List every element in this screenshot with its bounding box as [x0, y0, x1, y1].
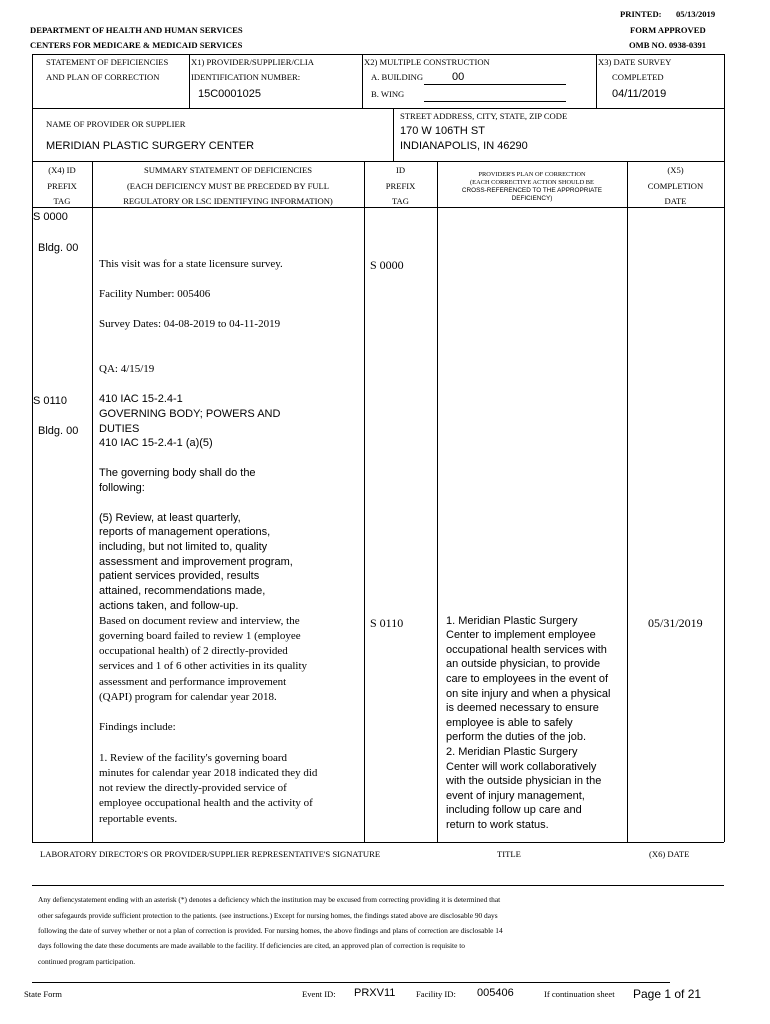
statement-label-1: STATEMENT OF DEFICIENCIES [46, 57, 169, 67]
centers-name: CENTERS FOR MEDICARE & MEDICAID SERVICES [30, 40, 243, 50]
x4-header-3: TAG [53, 196, 71, 206]
id-header-3: TAG [392, 196, 409, 206]
signature-divider [32, 885, 724, 886]
omb-number: OMB NO. 0938-0391 [629, 40, 707, 50]
divider-plan [627, 161, 628, 842]
x1-label-1: X1) PROVIDER/SUPPLIER/CLIA [191, 57, 314, 67]
address-city: INDIANAPOLIS, IN 46290 [400, 140, 528, 152]
title-label: TITLE [497, 849, 521, 859]
plan-header-4: DEFICIENCY) [511, 195, 553, 202]
plan-line-5: care to employees in the event of [446, 673, 609, 685]
review-line-5: patient services provided, results [99, 570, 260, 582]
x2-label: X2) MULTIPLE CONSTRUCTION [364, 57, 490, 67]
prefix-tag-s0110: S 0110 [33, 395, 68, 407]
table-right-border [724, 54, 725, 842]
plan-line-15: return to work status. [446, 819, 549, 831]
continuation-label: If continuation sheet [544, 989, 615, 999]
plan-line-3: occupational health services with [446, 644, 607, 656]
document-review-line-4: services and 1 of 6 other activities in its quality [99, 660, 308, 672]
regulation-line-4: 410 IAC 15-2.4-1 (a)(5) [99, 437, 213, 449]
printed-label: PRINTED: [620, 9, 662, 19]
plan-line-8: employee is able to safely [446, 717, 573, 729]
wing-label: B. WING [371, 89, 405, 99]
governing-body-line-1: The governing body shall do the [99, 467, 256, 479]
address-street: 170 W 106TH ST [400, 125, 485, 137]
summary-header-2: (EACH DEFICIENCY MUST BE PRECEDED BY FULL [126, 181, 330, 191]
divider-x4 [92, 161, 93, 842]
plan-header-1: PROVIDER'S PLAN OF CORRECTION [478, 171, 586, 178]
completion-date: 05/31/2019 [648, 616, 703, 630]
survey-dates: Survey Dates: 04-08-2019 to 04-11-2019 [99, 318, 281, 330]
prefix-tag-s0000: S 0000 [33, 211, 68, 223]
regulation-line-3: DUTIES [99, 423, 140, 435]
document-review-line-6: (QAPI) program for calendar year 2018. [99, 691, 277, 703]
provider-name: MERIDIAN PLASTIC SURGERY CENTER [46, 140, 255, 152]
building-tag-2: Bldg. 00 [38, 425, 79, 437]
review-line-1: (5) Review, at least quarterly, [99, 512, 241, 524]
x4-header-1: (X4) ID [48, 165, 76, 175]
form-approved: FORM APPROVED [630, 25, 706, 35]
survey-line: This visit was for a state licensure survey. [99, 258, 283, 270]
regulation-line-1: 410 IAC 15-2.4-1 [99, 393, 183, 405]
row2-bottom-border [32, 161, 724, 162]
x6-date-label: (X6) DATE [649, 849, 690, 859]
event-id-label: Event ID: [302, 989, 336, 999]
plan-line-2: Center to implement employee [446, 629, 596, 641]
document-review-line-1: Based on document review and interview, the [99, 615, 300, 627]
review-line-6: attained, recommendations made, [99, 585, 266, 597]
row1-bottom-border [32, 108, 724, 109]
signature-label: LABORATORY DIRECTOR'S OR PROVIDER/SUPPLIER REPRESENTATIVE'S SIGNATURE [40, 849, 381, 859]
governing-body-line-2: following: [99, 482, 145, 494]
disclaimer-line-4: days following the date these documents are made available to the facility. If deficiencies are cited, an approved plan of correction is requisite to [38, 941, 465, 950]
plan-header-2: (EACH CORRECTIVE ACTION SHOULD BE [470, 179, 594, 186]
facility-id-label: Facility ID: [416, 989, 456, 999]
table-top-border [32, 54, 724, 55]
footer-divider [32, 982, 670, 983]
disclaimer-line-3: following the date of survey whether or not a plan of correction is provided. For nursing homes, the above findings and plans of correction are disclosable 14 [38, 926, 503, 935]
findings-include: Findings include: [99, 721, 176, 733]
printed-date: 05/13/2019 [676, 9, 716, 19]
id-tag-s0000: S 0000 [370, 258, 404, 272]
finding-1-line-1: 1. Review of the facility's governing board [99, 752, 288, 764]
x1-label-2: IDENTIFICATION NUMBER: [191, 72, 301, 82]
provider-name-label: NAME OF PROVIDER OR SUPPLIER [46, 119, 186, 129]
divider-address [393, 108, 394, 161]
building-tag-1: Bldg. 00 [38, 242, 79, 254]
page-number: Page 1 of 21 [633, 987, 702, 1001]
plan-line-7: is deemed necessary to ensure [446, 702, 599, 714]
facility-id: 005406 [477, 987, 514, 999]
provider-id-number: 15C0001025 [198, 88, 262, 100]
plan-line-6: on site injury and when a physical [446, 688, 611, 700]
x5-header-2: COMPLETION [647, 181, 704, 191]
document-review-line-3: occupational health) of 2 directly-provided [99, 645, 288, 657]
plan-line-9: perform the duties of the job. [446, 731, 587, 743]
divider-x3 [596, 54, 597, 108]
statement-label-2: AND PLAN OF CORRECTION [46, 72, 160, 82]
finding-1-line-3: not review the directly-provided service of [99, 782, 287, 794]
document-review-line-5: assessment and performance improvement [99, 676, 287, 688]
plan-line-10: 2. Meridian Plastic Surgery [446, 746, 578, 758]
x5-header-3: DATE [664, 196, 687, 206]
x3-label-2: COMPLETED [612, 72, 664, 82]
document-review-line-2: governing board failed to review 1 (employee [99, 630, 301, 642]
summary-header-1: SUMMARY STATEMENT OF DEFICIENCIES [143, 165, 313, 175]
divider-id [437, 161, 438, 842]
building-value: 00 [452, 71, 465, 83]
finding-1-line-4: employee occupational health and the activity of [99, 797, 313, 809]
id-header-1: ID [395, 165, 406, 175]
id-header-2: PREFIX [385, 181, 416, 191]
plan-header-3: CROSS-REFERENCED TO THE APPROPRIATE [461, 187, 603, 194]
survey-completed-date: 04/11/2019 [612, 88, 667, 100]
plan-line-12: with the outside physician in the [446, 775, 602, 787]
building-label: A. BUILDING [371, 72, 424, 82]
review-line-7: actions taken, and follow-up. [99, 600, 239, 612]
review-line-2: reports of management operations, [99, 526, 271, 538]
id-tag-s0110: S 0110 [370, 616, 404, 630]
disclaimer-line-2: other safegaurds provide sufficient protection to the patients. (see instructions.) Except for nursing homes, the findings stated above are disclosable 90 days [38, 911, 498, 920]
x3-label-1: X3) DATE SURVEY [598, 57, 672, 67]
building-underline [424, 84, 566, 85]
table-bottom-border [32, 842, 724, 843]
x5-header-1: (X5) [667, 165, 684, 175]
facility-number: Facility Number: 005406 [99, 288, 211, 300]
plan-line-11: Center will work collaboratively [446, 761, 597, 773]
disclaimer-line-1: Any defiencystatement ending with an asterisk (*) denotes a deficiency which the institution may be excused from correcting providing it is determined that [38, 895, 501, 904]
divider-summary [364, 161, 365, 842]
divider-x2 [362, 54, 363, 108]
disclaimer-line-5: continued program participation. [38, 957, 136, 966]
column-header-bottom-border [32, 207, 724, 208]
plan-line-1: 1. Meridian Plastic Surgery [446, 615, 578, 627]
finding-1-line-5: reportable events. [99, 813, 178, 825]
wing-underline [424, 101, 566, 102]
state-form: State Form [24, 989, 62, 999]
qa-date: QA: 4/15/19 [99, 363, 155, 375]
summary-header-3: REGULATORY OR LSC IDENTIFYING INFORMATION) [123, 196, 333, 206]
plan-line-14: including follow up care and [446, 804, 582, 816]
review-line-3: including, but not limited to, quality [99, 541, 268, 553]
department-name: DEPARTMENT OF HEALTH AND HUMAN SERVICES [30, 25, 243, 35]
divider-x1 [189, 54, 190, 108]
finding-1-line-2: minutes for calendar year 2018 indicated they did [99, 767, 318, 779]
review-line-4: assessment and improvement program, [99, 556, 293, 568]
x4-header-2: PREFIX [47, 181, 77, 191]
plan-line-4: an outside physician, to provide [446, 658, 601, 670]
regulation-line-2: GOVERNING BODY; POWERS AND [99, 408, 281, 420]
event-id: PRXV11 [354, 987, 396, 999]
address-label: STREET ADDRESS, CITY, STATE, ZIP CODE [400, 111, 568, 121]
plan-line-13: event of injury management, [446, 790, 585, 802]
